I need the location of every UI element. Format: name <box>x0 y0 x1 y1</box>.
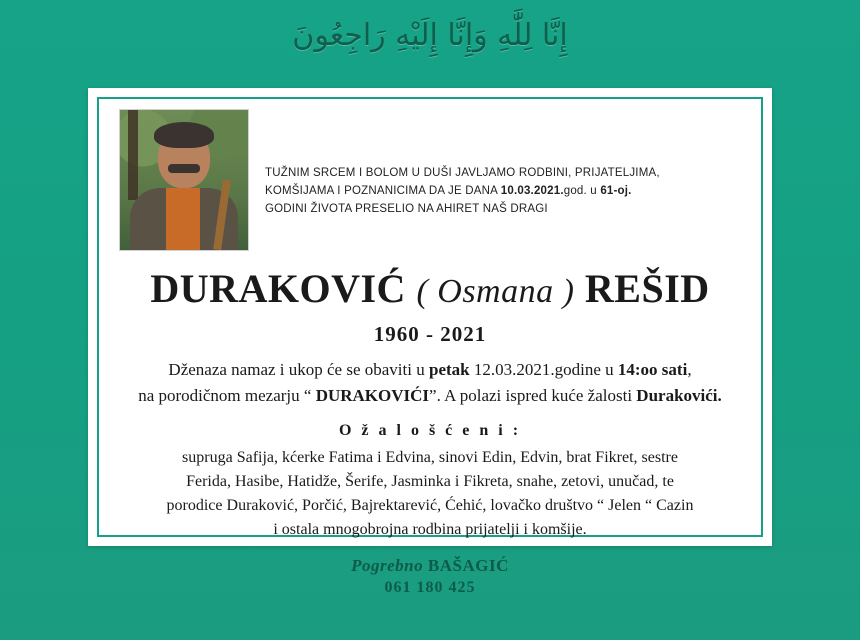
obituary-card-inner-border <box>97 97 763 537</box>
mourners-heading: O ž a l o š ć e n i : <box>338 422 522 439</box>
funeral-details-line-2 <box>119 383 741 409</box>
cemetery-text-b: ”. A polazi ispred kuće žalosti <box>429 385 637 405</box>
intro-line-2-middle: god. u <box>563 184 601 197</box>
agency-name-line <box>0 556 860 576</box>
intro-line-2 <box>265 183 741 201</box>
funeral-day: petak <box>428 360 470 379</box>
funeral-text-a: Dženaza namaz i ukop će se obaviti u <box>168 360 429 379</box>
deceased-given-name: REŠID <box>584 266 710 311</box>
agency-prefix: Pogrebno <box>351 556 428 575</box>
funeral-details <box>119 357 741 408</box>
announcement-intro-text <box>265 109 741 218</box>
mourners-list <box>119 446 741 542</box>
obituary-card <box>88 88 772 546</box>
mourners-line-2: Ferida, Hasibe, Hatidže, Šerife, Jasminka i Fikreta, snahe, zetovi, unučad, te <box>186 473 674 490</box>
cemetery-text-a: na porodičnom mezarju “ <box>138 385 316 405</box>
mourners-line-4: i ostala mnogobrojna rodbina prijatelji i komšije. <box>273 521 587 538</box>
photo-person-vest <box>166 188 200 250</box>
deceased-surname: DURAKOVIĆ <box>150 266 406 311</box>
mourners-line-1: supruga Safija, kćerke Fatima i Edvina, sinovi Edin, Edvin, brat Fikret, sestre <box>182 449 678 466</box>
cemetery-name: DURAKOVIĆI <box>315 385 430 405</box>
funeral-details-line-1 <box>119 357 741 383</box>
bismillah-calligraphy: إِنَّا لِلَّٰهِ وَإِنَّا إِلَيْهِ رَاجِعُونَ <box>292 18 568 53</box>
photo-person-mustache <box>168 164 200 173</box>
intro-line-2-prefix: KOMŠIJAMA I POZNANICIMA DA JE DANA <box>265 184 501 197</box>
agency-name: BAŠAGIĆ <box>427 556 509 575</box>
age-at-death: 61-oj. <box>600 184 632 197</box>
photo-tree-trunk <box>128 110 138 200</box>
death-date: 10.03.2021. <box>500 184 564 197</box>
funeral-text-b: 12.03.2021.godine u <box>469 360 618 379</box>
life-span-years: 1960 - 2021 <box>373 322 487 346</box>
mourning-house: Durakovići. <box>636 385 722 405</box>
deceased-portrait-photo <box>119 109 249 251</box>
intro-line-1: TUŽNIM SRCEM I BOLOM U DUŠI JAVLJAMO RODBINI, PRIJATELJIMA, <box>265 167 660 179</box>
agency-phone: 061 180 425 <box>384 579 476 596</box>
photo-person-hair <box>154 122 214 148</box>
funeral-text-c: , <box>687 360 692 379</box>
intro-line-3: GODINI ŽIVOTA PRESELIO NA AHIRET NAŠ DRAGI <box>265 202 548 215</box>
mourners-line-3: porodice Duraković, Porčić, Bajrektarević, Ćehić, lovačko društvo “ Jelen “ Cazin <box>166 497 694 514</box>
funeral-agency-footer <box>0 556 860 597</box>
deceased-fathers-name: ( Osmana ) <box>416 273 575 310</box>
photo-and-intro-row <box>119 109 741 259</box>
deceased-full-name <box>119 265 741 312</box>
funeral-time: 14:oo sati <box>617 360 688 379</box>
